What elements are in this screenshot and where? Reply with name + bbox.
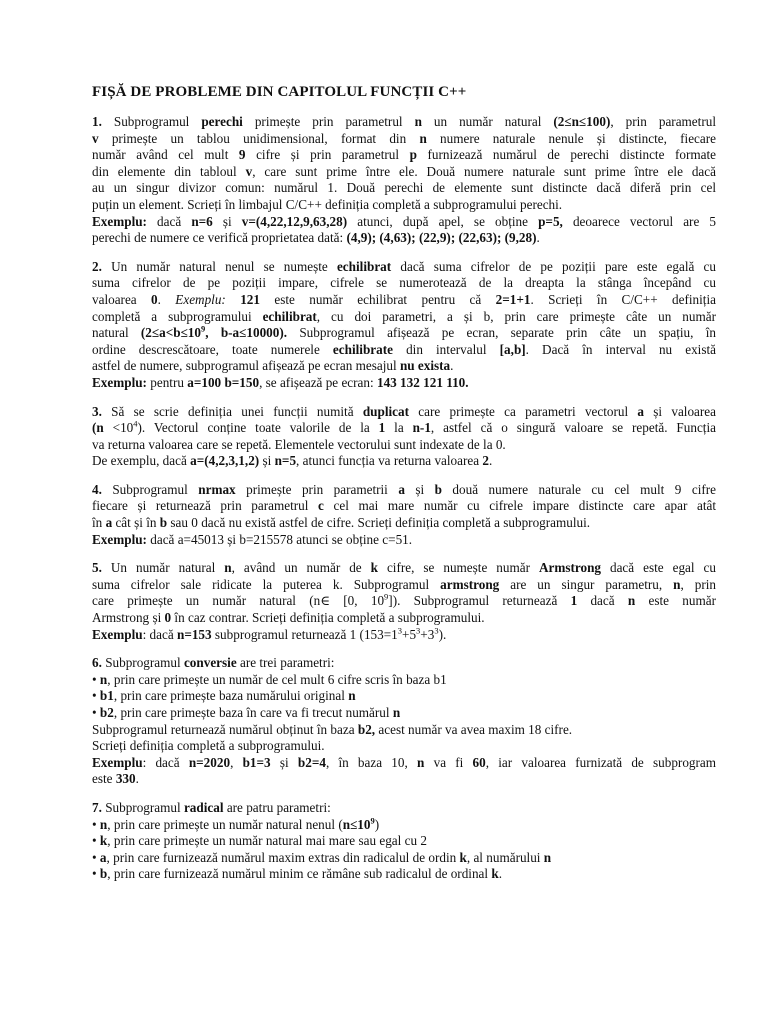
text-run: n (99, 816, 108, 832)
text-run: , astfel că o singură valoare se repetă. Funcția (430, 420, 716, 436)
problem-line (92, 197, 716, 214)
text-run: <10 (103, 420, 134, 436)
text-run: are un singur parametru, (499, 576, 674, 592)
text-run: furnizează numărul de perechi distincte formate (416, 147, 716, 163)
text-run: v=(4,22,12,9,63,28) (241, 213, 348, 229)
text-run: primește prin parametrii (235, 481, 399, 497)
problem-list (92, 114, 716, 883)
text-run: Armstrong (538, 560, 601, 576)
text-run: , prin parametrul (610, 114, 716, 129)
text-run: astfel de numere, subprogramul afișează pe ecran mesajul (92, 358, 400, 374)
text-run: în caz contrar. Scrieți definiția completă a subprogramului. (171, 610, 485, 626)
text-run: • (92, 705, 100, 720)
text-run: • (92, 671, 100, 687)
text-run: +3 (420, 626, 435, 642)
text-run: : dacă (142, 754, 189, 770)
text-run: n (419, 130, 427, 146)
text-run: valoarea (92, 291, 152, 307)
text-run: b2 (99, 705, 114, 720)
text-run: b (434, 481, 442, 497)
text-run: Subprogramul (101, 481, 199, 497)
text-run: , atunci funcția va returna valoarea (296, 453, 483, 469)
text-run: b2=4 (297, 754, 326, 770)
problem-line (92, 866, 716, 883)
text-run: și (259, 453, 275, 469)
text-run: acest număr va avea maxim 18 cifre. (375, 721, 573, 737)
problem-2 (92, 259, 716, 392)
problem-line (92, 180, 716, 197)
text-run: dacă a=45013 și b=215578 atunci se obține c=51. (146, 531, 413, 547)
problem-3 (92, 404, 716, 470)
text-run: n (224, 560, 232, 576)
text-run: Exemplu (92, 754, 143, 770)
text-run: Exemplu: (92, 213, 147, 229)
text-run: nrmax (198, 481, 236, 497)
problem-line (92, 738, 716, 755)
text-run: • (92, 816, 100, 832)
text-run: la (385, 420, 413, 436)
problem-4 (92, 482, 716, 548)
problem-line (92, 577, 716, 594)
document-title: FIȘĂ DE PROBLEME DIN CAPITOLUL FUNCȚII C++ (92, 84, 467, 100)
text-run: echilibrate (332, 341, 393, 357)
text-run: v (245, 163, 253, 179)
text-run: 4. (92, 481, 102, 497)
text-run: perechi de numere ce verifică proprietatea dată: (92, 230, 347, 246)
text-run: Un număr natural nenul se numește (101, 258, 337, 274)
text-run: Subprogramul returnează numărul obținut în baza (92, 721, 358, 737)
text-run: Subprogramul afișează pe ecran, separate prin câte un spațiu, în (287, 325, 716, 341)
text-run: are patru parametri: (223, 799, 331, 815)
problem-line (92, 850, 716, 867)
text-run: n (543, 849, 552, 865)
text-run: este număr echilibrat pentru că (259, 291, 496, 307)
text-run: , prin care primește un număr natural nenul ( (107, 816, 343, 832)
text-run: k (459, 849, 467, 865)
problem-5 (92, 560, 716, 643)
text-run: în (92, 515, 106, 531)
text-run: nu exista (399, 358, 451, 374)
problem-line (92, 560, 716, 577)
text-run: echilibrat (336, 258, 392, 274)
text-run: c (318, 498, 324, 514)
text-run: cifre și prin parametrul (245, 147, 410, 163)
text-run: b (99, 866, 108, 882)
superscript: 9 (370, 816, 375, 826)
text-run: 7. (92, 799, 102, 815)
text-run: a (99, 849, 107, 865)
problem-line (92, 515, 716, 532)
text-run: 6. (92, 655, 102, 671)
text-run: , prin care furnizează numărul maxim extras din radicalul de ordin (106, 849, 460, 865)
problem-line (92, 325, 716, 342)
problem-line (92, 498, 716, 515)
text-run: b1 (99, 688, 114, 704)
text-run: radical (183, 799, 224, 815)
problem-line (92, 593, 716, 610)
text-run: ). (438, 626, 447, 642)
problem-line (92, 404, 716, 421)
text-run: din elemente din tabloul (92, 163, 246, 179)
text-run: 5. (92, 560, 102, 576)
text-run: duplicat (362, 403, 409, 419)
text-run: dacă este egal cu (601, 560, 716, 576)
text-run: Exemplu (92, 626, 143, 642)
problem-line (92, 755, 716, 772)
text-run: n (348, 688, 356, 704)
text-run: n (99, 671, 108, 687)
problem-line (92, 214, 716, 231)
text-run: (n (92, 420, 104, 436)
text-run: . (489, 453, 493, 469)
problem-line (92, 420, 716, 437)
text-run: . (498, 866, 503, 882)
text-run: primește prin parametrul (242, 114, 415, 129)
text-run: care primește ca parametri vectorul (409, 403, 638, 419)
problem-line (92, 705, 716, 722)
text-run: , care sunt prime între ele. Două numere naturale sunt prime între ele dacă (252, 163, 716, 179)
text-run: 1 (570, 593, 578, 609)
problem-7 (92, 800, 716, 883)
text-run: n=5 (274, 453, 297, 469)
text-run: este (92, 771, 116, 787)
problem-line (92, 164, 716, 181)
text-run: ordine descrescătoare, toate numerele (92, 341, 333, 357)
problem-line (92, 275, 716, 292)
text-run: De exemplu, dacă (92, 453, 191, 469)
text-run: n (414, 114, 422, 129)
text-run: a (105, 515, 113, 531)
problem-line (92, 688, 716, 705)
problem-6 (92, 655, 716, 788)
superscript: 9 (384, 593, 389, 603)
text-run: din intervalul (392, 341, 500, 357)
text-run: și (404, 481, 435, 497)
problem-line (92, 817, 716, 834)
text-run: Subprogramul (101, 114, 202, 129)
text-run: Un număr natural (101, 560, 225, 576)
text-run: +5 (402, 626, 417, 642)
text-run: ]). Subprogramul returnează (388, 593, 571, 609)
problem-line (92, 722, 716, 739)
text-run: ). Vectorul conține toate valorile de la (137, 420, 379, 436)
problem-line (92, 147, 716, 164)
text-run: va fi (424, 754, 473, 770)
text-run: 0 (151, 291, 158, 307)
text-run: numere naturale nenule și distincte, fiecare (426, 130, 716, 146)
text-run: n-1 (412, 420, 431, 436)
text-run: (4,9); (4,63); (22,9); (22,63); (9,28) (346, 230, 537, 246)
text-run: • (92, 866, 100, 882)
text-run: și (212, 213, 242, 229)
problem-1 (92, 114, 716, 247)
text-run: Exemplu: (175, 291, 226, 307)
superscript: 4 (133, 420, 138, 429)
problem-line (92, 672, 716, 689)
text-run: a (398, 481, 405, 497)
text-run: . Dacă în interval nu există (525, 341, 716, 357)
text-run: b1=3 (242, 754, 271, 770)
text-run: suma cifrelor sale ridicate la puterea k. Subprogramul (92, 576, 441, 592)
problem-line (92, 437, 716, 454)
problem-line (92, 358, 716, 375)
text-run: p (409, 147, 417, 163)
text-run: 2. (92, 258, 102, 274)
text-run: 3. (92, 403, 102, 419)
text-run: . (157, 291, 176, 307)
text-run (226, 292, 240, 307)
text-run: dacă (577, 593, 628, 609)
superscript: 3 (434, 626, 439, 636)
text-run: Subprogramul (101, 799, 184, 815)
problem-line (92, 342, 716, 359)
text-run: conversie (183, 655, 237, 671)
text-run: , b-a≤10000). (205, 325, 288, 341)
text-run: Scrieți definiția completă a subprogramului. (92, 738, 325, 754)
text-run: 0 (164, 610, 172, 626)
text-run: (2≤n≤100) (553, 114, 611, 129)
text-run: primește un tablou unidimensional, format din (98, 130, 420, 146)
text-run: completă a subprogramului (92, 308, 263, 324)
text-run: cât și în (112, 515, 160, 531)
text-run: b=150 (224, 374, 260, 390)
text-run: , având un număr de (231, 560, 371, 576)
text-run: suma cifrelor de pe poziții impare, cifrele se numerotează de la dreapta la stânga începând cu (92, 275, 716, 291)
text-run: . Scrieți în C/C++ definiția (530, 291, 716, 307)
text-run: dacă (146, 213, 192, 229)
problem-line (92, 309, 716, 326)
text-run: 330 (115, 771, 136, 787)
text-run: n=153 (176, 626, 212, 642)
text-run: , se afișează pe ecran: (259, 374, 377, 390)
text-run: [a,b] (499, 341, 526, 357)
text-run: n=2020 (188, 754, 231, 770)
text-run: . (450, 358, 454, 374)
problem-line (92, 532, 716, 549)
superscript: 3 (416, 626, 421, 636)
text-run: un număr natural (421, 114, 554, 129)
text-run: n=6 (191, 213, 213, 229)
problem-line (92, 292, 716, 309)
text-run: , iar valoarea furnizată de subprogram (485, 754, 716, 770)
text-run: Exemplu: (92, 374, 147, 390)
text-run: 60 (472, 754, 486, 770)
problem-line (92, 375, 716, 392)
text-run: • (92, 688, 100, 704)
text-run: au un singur divizor comun: numărul 1. Două perechi de elemente sunt distincte dacă diferă prin cel (92, 180, 716, 196)
text-run: 9 (238, 147, 246, 163)
text-run: armstrong (440, 576, 500, 592)
text-run: , prin care primește baza numărului original (113, 688, 349, 704)
text-run: cifre, se numește număr (377, 560, 539, 576)
text-run: care primește un număr natural (n∈ [0, 10 (92, 593, 385, 609)
text-run: (2≤a<b≤10 (140, 325, 201, 341)
text-run: natural (92, 325, 141, 341)
text-run: , prin care primește un număr natural mai mare sau egal cu 2 (107, 833, 427, 849)
text-run: , prin care primește baza în care va fi trecut numărul (113, 705, 393, 720)
text-run: n (392, 705, 401, 720)
text-run: , prin (680, 576, 716, 592)
text-run: k (491, 866, 499, 882)
problem-line (92, 230, 716, 247)
text-run: va returna valoarea care se repetă. Elementele vectorului sunt indexate de la 0. (92, 436, 506, 452)
problem-line (92, 771, 716, 788)
problem-line (92, 627, 716, 644)
text-run: sau 0 dacă nu există astfel de cifre. Scrieți definiția completă a subprogramului. (167, 515, 591, 531)
text-run: n≤10 (342, 816, 371, 832)
text-run: 2=1+1 (495, 291, 531, 307)
text-run: subprogramul returnează 1 (153=1 (211, 626, 398, 642)
text-run: • (92, 849, 100, 865)
text-run: cel mai mare număr cu cifrele impare distincte care apar atât (323, 498, 716, 514)
text-run: pentru (146, 374, 188, 390)
superscript: 9 (201, 325, 206, 334)
text-run: 1 (378, 420, 386, 436)
text-run: atunci, după apel, se obține (347, 213, 539, 229)
problem-line (92, 453, 716, 470)
text-run: 121 (240, 291, 260, 307)
text-run: are trei parametri: (236, 655, 335, 671)
text-run: și (270, 754, 298, 770)
text-run: Subprogramul (101, 655, 184, 671)
text-run: b (159, 515, 168, 531)
problem-line (92, 610, 716, 627)
text-run: a=(4,2,3,1,2) (190, 453, 260, 469)
text-run: perechi (201, 114, 243, 129)
text-run: număr având cel mult (92, 147, 239, 163)
text-run: dacă suma cifrelor de pe poziții pare este egală cu (391, 258, 716, 274)
text-run: v (92, 130, 99, 146)
text-run: Armstrong și (92, 610, 165, 626)
text-run: Să se scrie definiția unei funcții numită (101, 403, 363, 419)
text-run: k (370, 560, 378, 576)
text-run: puțin un element. Scrieți în limbajul C/C++ definiția completă a subprogramului perechi. (92, 196, 563, 212)
text-run: , prin care primește un număr de cel mult 6 cifre scris în baza b1 (107, 671, 447, 687)
text-run: 2 (482, 453, 489, 469)
text-run: • (92, 833, 100, 849)
text-run: este număr (635, 593, 716, 609)
problem-line (92, 655, 716, 672)
problem-line (92, 114, 716, 131)
text-run: Exemplu: (92, 531, 147, 547)
text-run: 143 132 121 110. (376, 374, 469, 390)
problem-line (92, 482, 716, 499)
text-run: , prin care furnizează numărul minim ce rămâne sub radicalul de ordinal (107, 866, 492, 882)
text-run: k (99, 833, 108, 849)
text-run: a=100 (187, 374, 222, 390)
text-run: , în baza 10, (325, 754, 418, 770)
text-run: fiecare și returnează prin parametrul (92, 498, 319, 514)
text-run: n (627, 593, 636, 609)
problem-line (92, 259, 716, 276)
problem-line (92, 833, 716, 850)
text-run: și valoarea (644, 403, 716, 419)
text-run: n (417, 754, 425, 770)
text-run: n (673, 576, 681, 592)
text-run: p=5, (538, 213, 563, 229)
text-run: b2, (357, 721, 376, 737)
text-run: : dacă (142, 626, 177, 642)
problem-line (92, 800, 716, 817)
text-run: două numere naturale cu cel mult 9 cifre (441, 481, 716, 497)
text-run: ) (374, 816, 380, 832)
text-run: . (536, 230, 540, 246)
text-run: . (135, 771, 139, 787)
text-run: , (230, 754, 243, 770)
text-run: echilibrat (262, 308, 317, 324)
text-run: deoarece vectorul are 5 (562, 213, 716, 229)
text-run: , cu doi parametri, a și b, prin care primește câte un număr (316, 308, 716, 324)
text-run: , al numărului (466, 849, 544, 865)
problem-line (92, 131, 716, 148)
text-run: 1. (92, 114, 102, 129)
superscript: 3 (397, 626, 403, 636)
text-run: a (637, 403, 645, 419)
